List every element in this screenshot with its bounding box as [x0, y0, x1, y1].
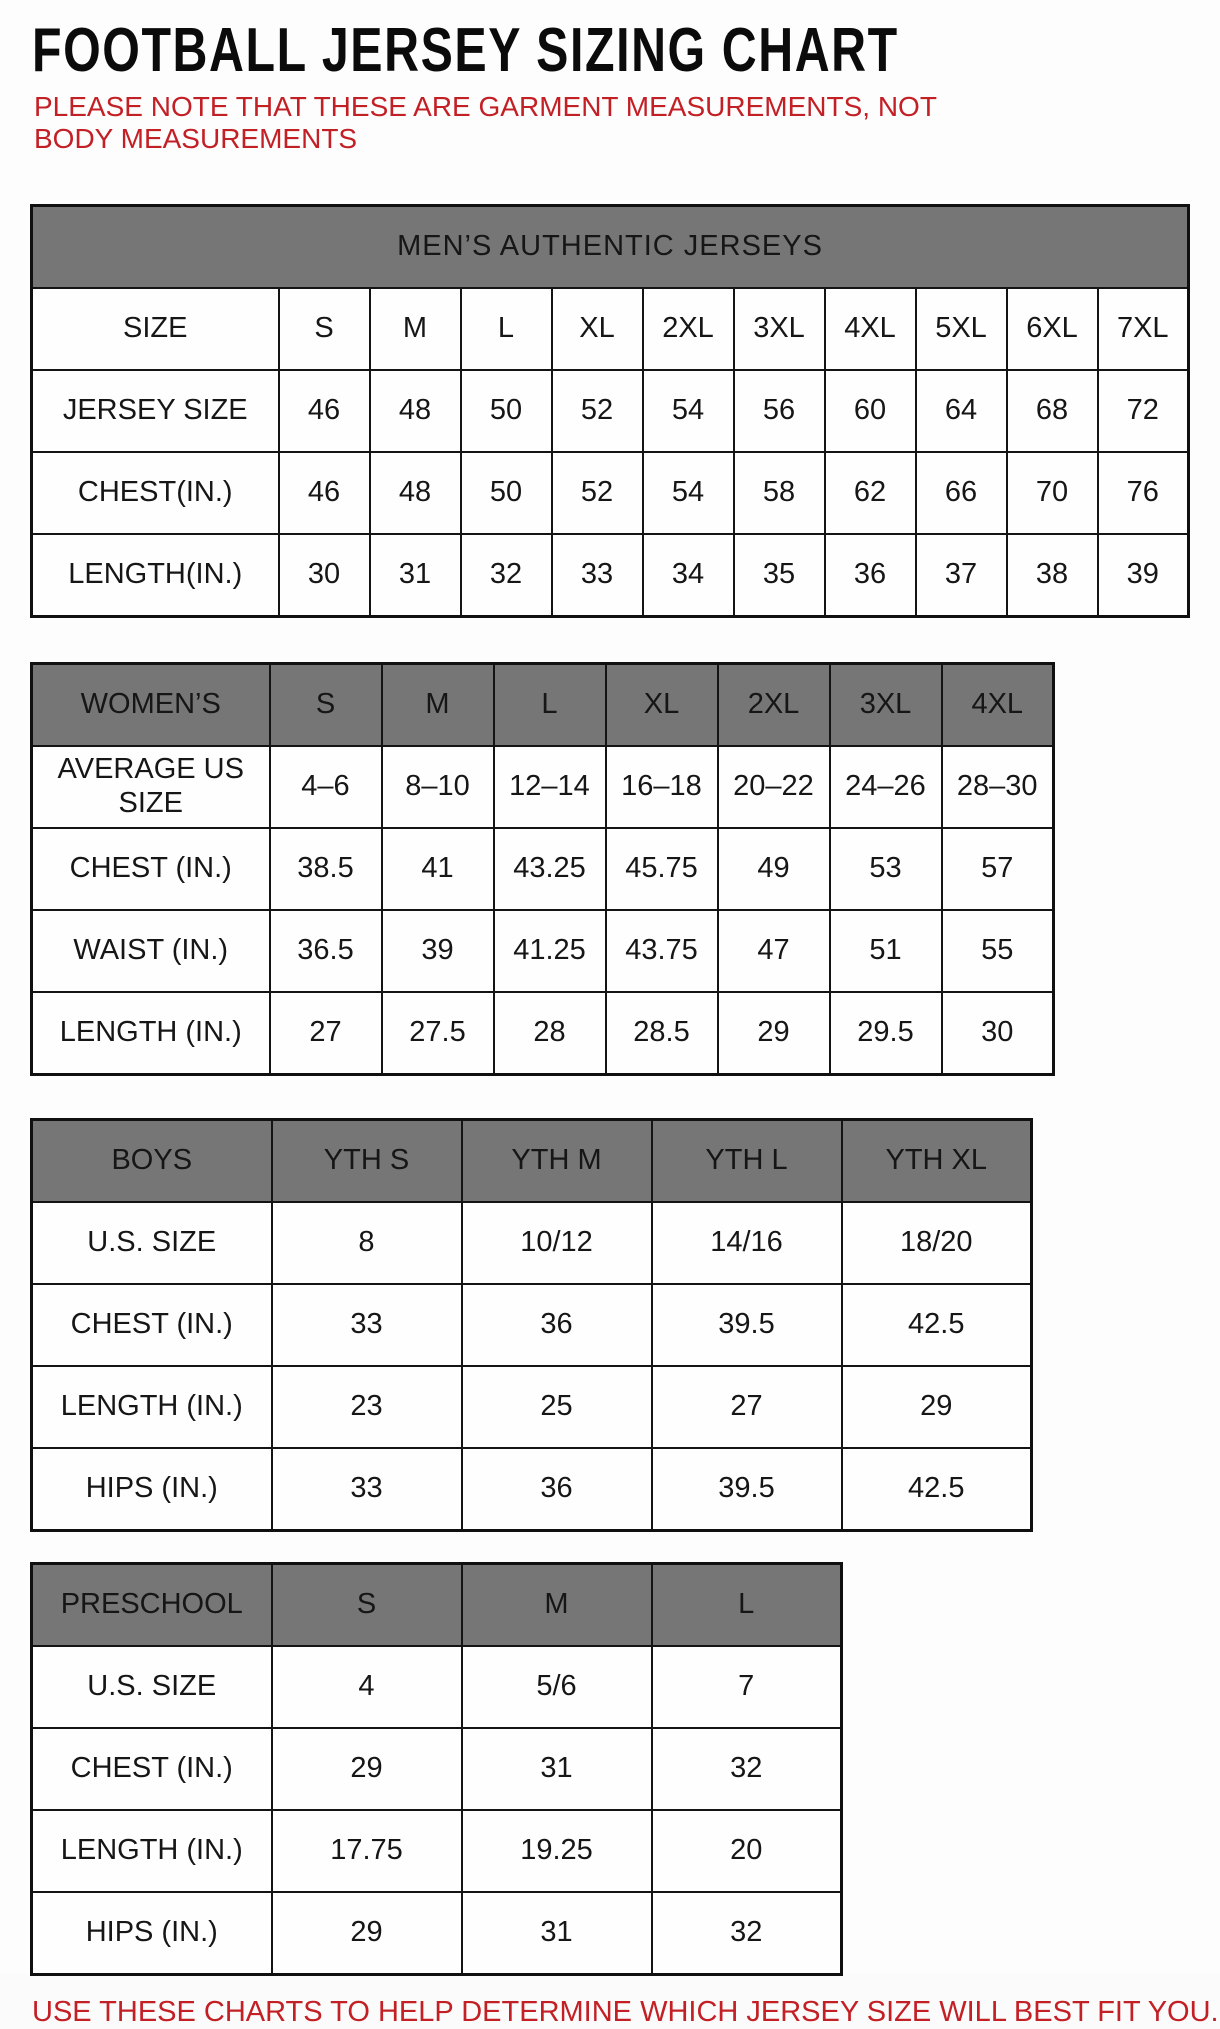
- value-cell: 27: [652, 1366, 842, 1448]
- value-cell: 32: [652, 1892, 842, 1975]
- value-cell: 36: [462, 1448, 652, 1531]
- value-cell: 27.5: [382, 992, 494, 1075]
- value-cell: 54: [643, 370, 734, 452]
- value-cell: 7: [652, 1646, 842, 1728]
- value-cell: 30: [279, 534, 370, 617]
- value-cell: 5/6: [462, 1646, 652, 1728]
- column-header-cell: 4XL: [825, 288, 916, 370]
- mens-data-row: [32, 534, 1189, 617]
- value-cell: 27: [270, 992, 382, 1075]
- row-label-cell: JERSEY SIZE: [32, 370, 279, 452]
- value-cell: 25: [462, 1366, 652, 1448]
- boys-data-row: [32, 1284, 1032, 1366]
- value-cell: 41: [382, 828, 494, 910]
- value-cell: 4–6: [270, 746, 382, 828]
- value-cell: 18/20: [842, 1202, 1032, 1284]
- value-cell: 28–30: [942, 746, 1054, 828]
- value-cell: 38.5: [270, 828, 382, 910]
- column-header-cell: M: [370, 288, 461, 370]
- row-label-cell: CHEST(IN.): [32, 452, 279, 534]
- value-cell: 29: [272, 1728, 462, 1810]
- mens-header-row: [32, 288, 1189, 370]
- value-cell: 17.75: [272, 1810, 462, 1892]
- value-cell: 29.5: [830, 992, 942, 1075]
- boys-size-table: [30, 1118, 1033, 1532]
- value-cell: 36: [825, 534, 916, 617]
- value-cell: 14/16: [652, 1202, 842, 1284]
- value-cell: 70: [1007, 452, 1098, 534]
- column-header-cell: 2XL: [643, 288, 734, 370]
- value-cell: 48: [370, 370, 461, 452]
- column-header-cell: S: [272, 1563, 462, 1646]
- preschool-data-row: [32, 1728, 842, 1810]
- value-cell: 39.5: [652, 1448, 842, 1531]
- womens-data-row: [32, 992, 1054, 1075]
- value-cell: 32: [652, 1728, 842, 1810]
- column-header-cell: YTH L: [652, 1119, 842, 1202]
- value-cell: 33: [272, 1448, 462, 1531]
- column-header-cell: XL: [552, 288, 643, 370]
- value-cell: 8–10: [382, 746, 494, 828]
- value-cell: 42.5: [842, 1448, 1032, 1531]
- value-cell: 35: [734, 534, 825, 617]
- preschool-data-row: [32, 1892, 842, 1975]
- value-cell: 53: [830, 828, 942, 910]
- value-cell: 50: [461, 370, 552, 452]
- value-cell: 60: [825, 370, 916, 452]
- mens-size-table: [30, 204, 1190, 618]
- womens-size-table: [30, 662, 1055, 1076]
- row-label-cell: LENGTH (IN.): [32, 992, 270, 1075]
- value-cell: 31: [462, 1728, 652, 1810]
- value-cell: 20–22: [718, 746, 830, 828]
- column-header-cell: YTH M: [462, 1119, 652, 1202]
- value-cell: 29: [718, 992, 830, 1075]
- value-cell: 43.25: [494, 828, 606, 910]
- value-cell: 46: [279, 452, 370, 534]
- value-cell: 68: [1007, 370, 1098, 452]
- value-cell: 31: [370, 534, 461, 617]
- row-label-cell: WAIST (IN.): [32, 910, 270, 992]
- womens-data-row: [32, 910, 1054, 992]
- value-cell: 50: [461, 452, 552, 534]
- value-cell: 52: [552, 370, 643, 452]
- preschool-data-row: [32, 1810, 842, 1892]
- value-cell: 28: [494, 992, 606, 1075]
- value-cell: 38: [1007, 534, 1098, 617]
- value-cell: 45.75: [606, 828, 718, 910]
- column-header-cell: 4XL: [942, 663, 1054, 746]
- column-header-cell: 2XL: [718, 663, 830, 746]
- row-label-cell: CHEST (IN.): [32, 1284, 272, 1366]
- value-cell: 58: [734, 452, 825, 534]
- value-cell: 54: [643, 452, 734, 534]
- column-header-cell: YTH XL: [842, 1119, 1032, 1202]
- value-cell: 39.5: [652, 1284, 842, 1366]
- value-cell: 20: [652, 1810, 842, 1892]
- column-header-cell: 6XL: [1007, 288, 1098, 370]
- preschool-header-row: [32, 1563, 842, 1646]
- mens-data-row: [32, 370, 1189, 452]
- column-header-cell: S: [279, 288, 370, 370]
- value-cell: 55: [942, 910, 1054, 992]
- womens-data-row: [32, 828, 1054, 910]
- value-cell: 36: [462, 1284, 652, 1366]
- boys-header-row: [32, 1119, 1032, 1202]
- value-cell: 37: [916, 534, 1007, 617]
- column-header-cell: WOMEN’S: [32, 663, 270, 746]
- value-cell: 72: [1098, 370, 1189, 452]
- boys-data-row: [32, 1448, 1032, 1531]
- row-label-cell: CHEST (IN.): [32, 828, 270, 910]
- column-header-cell: 5XL: [916, 288, 1007, 370]
- size-tables-container: [30, 204, 1192, 1976]
- value-cell: 29: [842, 1366, 1032, 1448]
- row-label-cell: LENGTH(IN.): [32, 534, 279, 617]
- boys-data-row: [32, 1202, 1032, 1284]
- value-cell: 24–26: [830, 746, 942, 828]
- value-cell: 16–18: [606, 746, 718, 828]
- value-cell: 39: [1098, 534, 1189, 617]
- boys-data-row: [32, 1366, 1032, 1448]
- value-cell: 56: [734, 370, 825, 452]
- garment-measurement-note: PLEASE NOTE THAT THESE ARE GARMENT MEASUREMENTS, NOT BODY MEASUREMENTS: [34, 90, 937, 155]
- value-cell: 34: [643, 534, 734, 617]
- column-header-cell: S: [270, 663, 382, 746]
- column-header-cell: L: [494, 663, 606, 746]
- page-title-text: FOOTBALL JERSEY SIZING CHART: [32, 16, 899, 85]
- column-header-cell: 3XL: [830, 663, 942, 746]
- column-header-cell: PRESCHOOL: [32, 1563, 272, 1646]
- page-title: [32, 16, 1192, 85]
- column-header-cell: L: [461, 288, 552, 370]
- column-header-cell: M: [462, 1563, 652, 1646]
- value-cell: 51: [830, 910, 942, 992]
- row-label-cell: AVERAGE US SIZE: [32, 746, 270, 828]
- value-cell: 33: [272, 1284, 462, 1366]
- value-cell: 19.25: [462, 1810, 652, 1892]
- value-cell: 4: [272, 1646, 462, 1728]
- column-header-cell: M: [382, 663, 494, 746]
- value-cell: 46: [279, 370, 370, 452]
- mens-table-banner: MEN’S AUTHENTIC JERSEYS: [32, 205, 1189, 288]
- value-cell: 30: [942, 992, 1054, 1075]
- value-cell: 39: [382, 910, 494, 992]
- value-cell: 66: [916, 452, 1007, 534]
- row-label-cell: U.S. SIZE: [32, 1646, 272, 1728]
- value-cell: 47: [718, 910, 830, 992]
- column-header-cell: XL: [606, 663, 718, 746]
- footer-note: USE THESE CHARTS TO HELP DETERMINE WHICH JERSEY SIZE WILL BEST FIT YOU.: [32, 1995, 1219, 2028]
- value-cell: 76: [1098, 452, 1189, 534]
- womens-header-row: [32, 663, 1054, 746]
- value-cell: 41.25: [494, 910, 606, 992]
- value-cell: 42.5: [842, 1284, 1032, 1366]
- preschool-size-table: [30, 1562, 843, 1976]
- value-cell: 31: [462, 1892, 652, 1975]
- value-cell: 43.75: [606, 910, 718, 992]
- value-cell: 64: [916, 370, 1007, 452]
- row-label-cell: HIPS (IN.): [32, 1892, 272, 1975]
- value-cell: 49: [718, 828, 830, 910]
- value-cell: 48: [370, 452, 461, 534]
- row-label-cell: LENGTH (IN.): [32, 1810, 272, 1892]
- row-label-cell: U.S. SIZE: [32, 1202, 272, 1284]
- column-header-cell: YTH S: [272, 1119, 462, 1202]
- value-cell: 8: [272, 1202, 462, 1284]
- value-cell: 33: [552, 534, 643, 617]
- value-cell: 23: [272, 1366, 462, 1448]
- column-header-cell: SIZE: [32, 288, 279, 370]
- value-cell: 62: [825, 452, 916, 534]
- column-header-cell: BOYS: [32, 1119, 272, 1202]
- preschool-data-row: [32, 1646, 842, 1728]
- mens-data-row: [32, 452, 1189, 534]
- column-header-cell: 3XL: [734, 288, 825, 370]
- value-cell: 29: [272, 1892, 462, 1975]
- value-cell: 12–14: [494, 746, 606, 828]
- value-cell: 36.5: [270, 910, 382, 992]
- value-cell: 28.5: [606, 992, 718, 1075]
- row-label-cell: CHEST (IN.): [32, 1728, 272, 1810]
- column-header-cell: L: [652, 1563, 842, 1646]
- value-cell: 32: [461, 534, 552, 617]
- value-cell: 10/12: [462, 1202, 652, 1284]
- row-label-cell: HIPS (IN.): [32, 1448, 272, 1531]
- row-label-cell: LENGTH (IN.): [32, 1366, 272, 1448]
- womens-data-row: [32, 746, 1054, 828]
- column-header-cell: 7XL: [1098, 288, 1189, 370]
- value-cell: 52: [552, 452, 643, 534]
- value-cell: 57: [942, 828, 1054, 910]
